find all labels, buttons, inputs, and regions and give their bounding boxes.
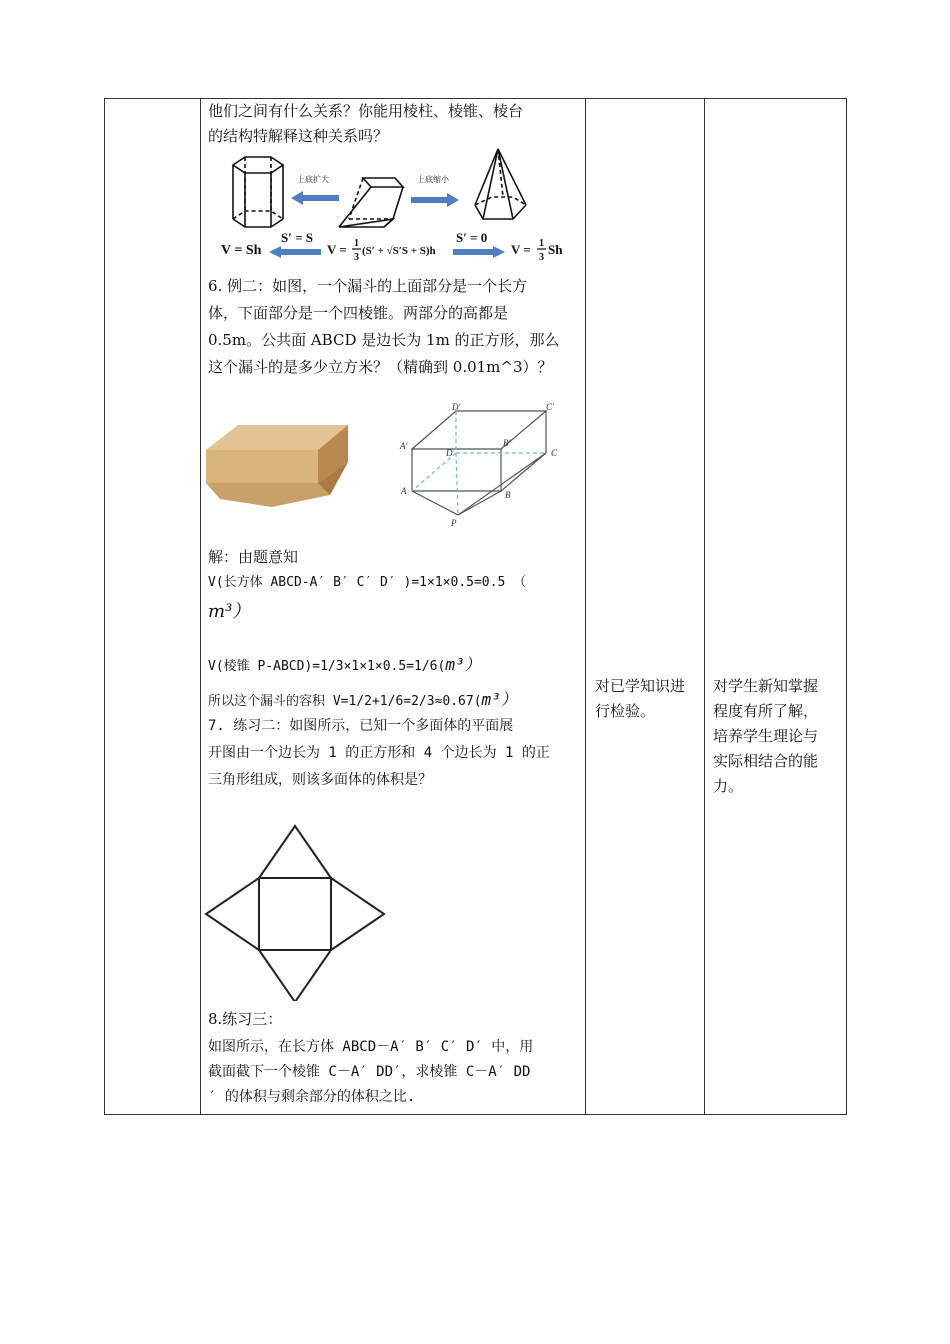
vertex-label: A (401, 486, 407, 496)
empty-cell (105, 99, 201, 1115)
vertex-label: C′ (546, 403, 554, 412)
example2-line: 0.5m。公共面 ABCD 是边长为 1m 的正方形，那么 (208, 331, 560, 349)
vertex-label: B (505, 490, 511, 500)
vertex-label: C (551, 448, 558, 458)
arrow-left-label: 上底扩大 (297, 175, 329, 184)
goal-line: 程度有所了解， (713, 702, 819, 720)
condition-right: S′ = 0 (456, 230, 488, 245)
pyramid-icon (475, 149, 526, 219)
funnel-diagram (396, 403, 576, 531)
goal-line: 培养学生理论与 (713, 727, 819, 745)
example2-line: 体，下面部分是一个四棱锥。两部分的高都是 (208, 304, 509, 322)
design-intent-cell (586, 99, 705, 1115)
vertex-label: D′ (452, 403, 461, 412)
polyhedron-net-diagram (201, 821, 391, 1001)
lesson-table (104, 98, 847, 1115)
unit-label: m³） (208, 601, 251, 622)
solution-line: 所以这个漏斗的容积 V=1/2+1/6=2/3≈0.67(m³） (208, 690, 517, 709)
formula-frustum-prefix: V = (327, 242, 347, 257)
goal-line: 力。 (713, 777, 744, 795)
vertex-label: A′ (400, 441, 408, 451)
prism-icon (233, 157, 283, 227)
formula-frustum-body: (S′ + √S′S + S)h (362, 245, 436, 257)
exercise3-line: 截面截下一个棱锥 C－A′ DD′，求棱锥 C－A′ DD (208, 1064, 531, 1080)
exercise3-line: 如图所示，在长方体 ABCD－A′ B′ C′ D′ 中，用 (208, 1039, 534, 1055)
arrow-right-label: 上底缩小 (417, 175, 449, 184)
fraction-denominator: 3 (354, 252, 359, 263)
solution-title: 解：由题意知 (208, 548, 299, 566)
content-cell (201, 99, 586, 1115)
intent-line: 行检验。 (595, 702, 656, 720)
fraction-numerator: 1 (354, 238, 359, 249)
solution-line: V(长方体 ABCD-A′ B′ C′ D′ )=1×1×0.5=0.5 （ (208, 575, 527, 590)
exercise2-line: 三角形组成，则该多面体的体积是？ (208, 772, 432, 788)
intent-line: 对已学知识进 (595, 677, 686, 695)
intro-line: 的结构特解释这种关系吗？ (208, 127, 389, 145)
frustum-icon (339, 178, 403, 227)
solid-relation-figure (221, 147, 571, 264)
arrow-right-icon (411, 193, 459, 207)
formula-pyramid-prefix: V = (511, 242, 531, 257)
example2-line: 6. 例二：如图，一个漏斗的上面部分是一个长方 (208, 277, 528, 295)
exercise3-line: ′ 的体积与剩余部分的体积之比. (208, 1089, 416, 1105)
goal-line: 对学生新知掌握 (713, 677, 819, 695)
formula-arrow-left-icon (269, 246, 321, 258)
vertex-label: B′ (503, 438, 511, 448)
solution-line: V(棱锥 P-ABCD)=1/3×1×1×0.5=1/6(m³） (208, 655, 481, 674)
vertex-label: D (446, 448, 453, 458)
condition-left: S′ = S (281, 230, 314, 245)
vertex-label: P (451, 518, 457, 528)
fraction-denominator: 3 (539, 252, 544, 263)
exercise2-line: 7. 练习二：如图所示，已知一个多面体的平面展 (208, 718, 514, 734)
example2-line: 这个漏斗的是多少立方米？（精确到 0.01m^3）？ (208, 358, 553, 376)
goal-line: 实际相结合的能 (713, 752, 819, 770)
formula-pyramid-body: Sh (548, 242, 563, 257)
exercise2-line: 开图由一个边长为 1 的正方形和 4 个边长为 1 的正 (208, 745, 550, 761)
formula-arrow-right-icon (453, 246, 505, 258)
arrow-left-icon (291, 191, 339, 205)
goal-cell (705, 99, 847, 1115)
exercise3-title: 8.练习三： (208, 1010, 283, 1028)
intro-line: 他们之间有什么关系？你能用棱柱、棱锥、棱台 (208, 102, 524, 120)
formula-prism: V = Sh (221, 243, 262, 258)
table-row (105, 99, 847, 1115)
fraction-numerator: 1 (539, 238, 544, 249)
funnel-photo (206, 417, 351, 512)
